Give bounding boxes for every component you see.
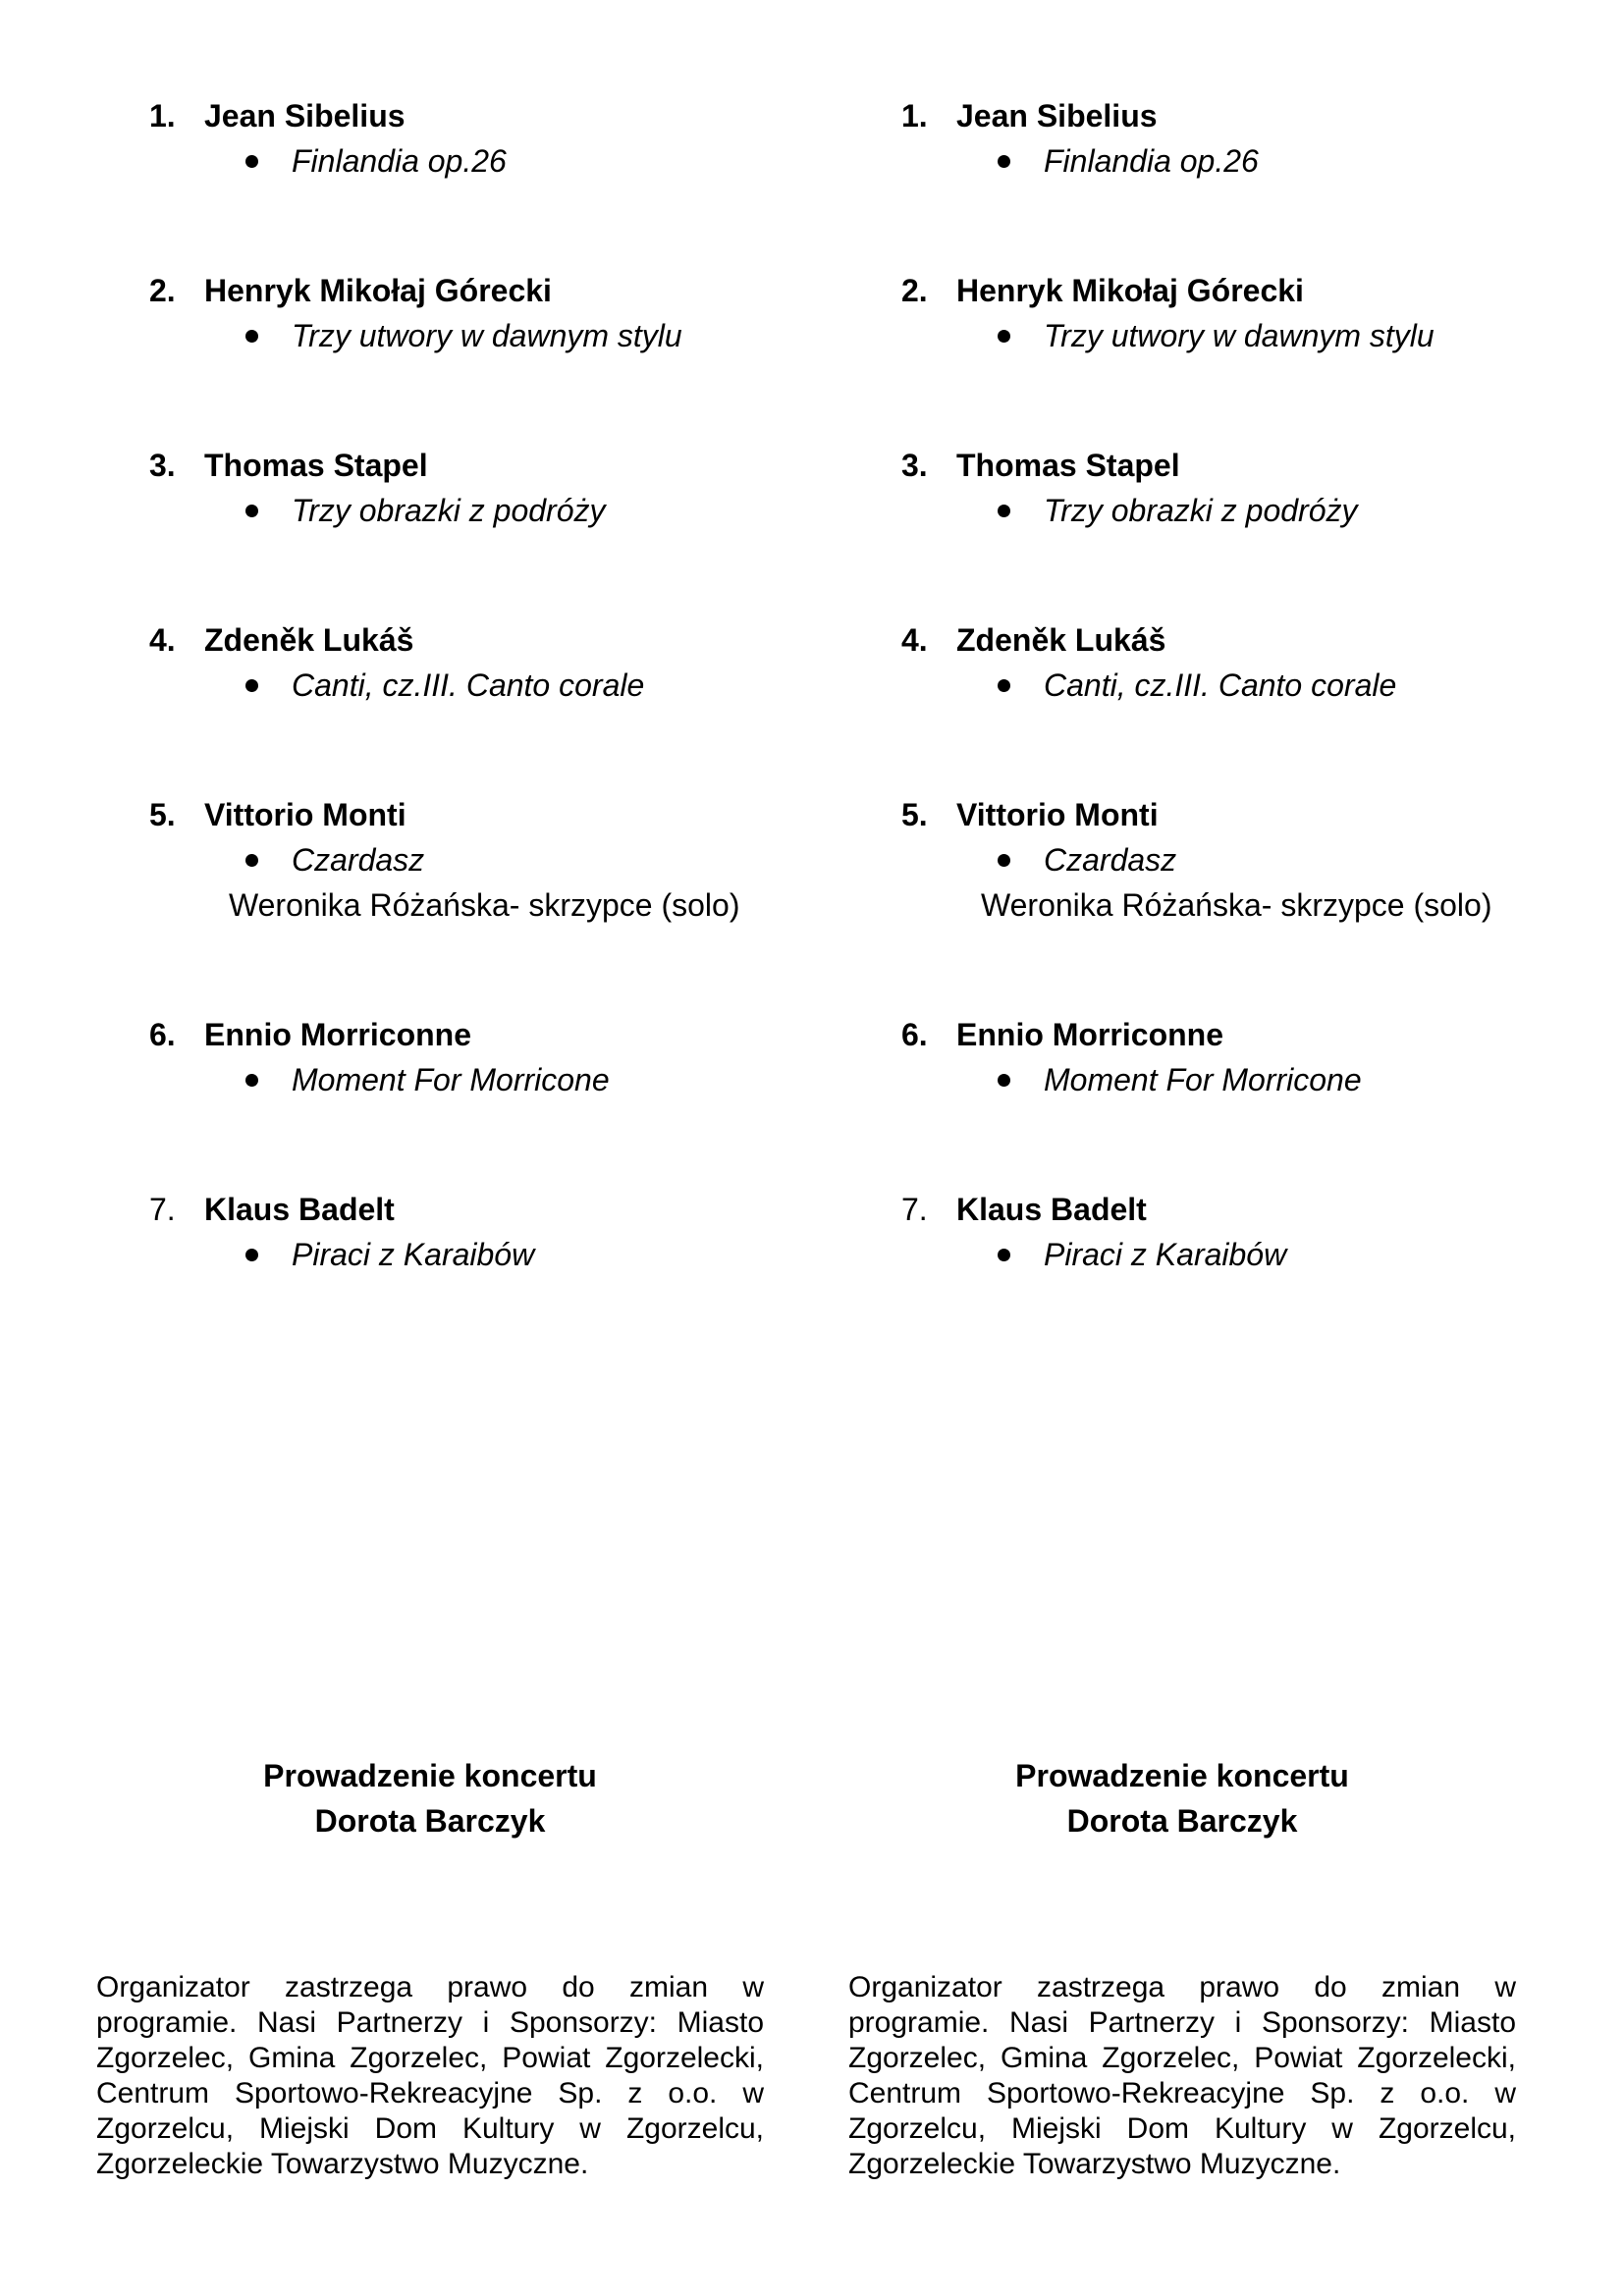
soloist-line: Weronika Różańska- skrzypce (solo) bbox=[981, 887, 1492, 923]
footer-note: Organizator zastrzega prawo do zmian w programie. Nasi Partnerzy i Sponsorzy: Miasto Zgorzelec, Gmina Zgorzelec, Powiat Zgorzelecki, Centrum Sportowo-Rekreacyjne Sp. z o.o. w Zgorzelcu, Miejski Dom Kultury w Zgorzelcu, Zgorzeleckie Towarzystwo Muzyczne. bbox=[848, 1971, 1516, 2180]
program-item bbox=[96, 792, 764, 1012]
composer-name: Zdeněk Lukáš bbox=[956, 622, 1166, 658]
piece-title: Finlandia op.26 bbox=[292, 143, 507, 179]
piece-title: Trzy obrazki z podróży bbox=[1044, 493, 1358, 528]
bullet-icon bbox=[245, 330, 258, 343]
composer-name: Ennio Morriconne bbox=[956, 1017, 1223, 1052]
host-label: Prowadzenie koncertu bbox=[1015, 1758, 1349, 1793]
bullet-icon bbox=[245, 505, 258, 517]
program-item bbox=[848, 1012, 1516, 1187]
bullet-icon bbox=[245, 679, 258, 692]
composer-name: Henryk Mikołaj Górecki bbox=[204, 273, 552, 308]
program-item bbox=[848, 443, 1516, 617]
piece-row bbox=[96, 663, 764, 708]
piece-row bbox=[848, 663, 1516, 708]
program-item bbox=[96, 1187, 764, 1362]
item-number: 6. bbox=[901, 1017, 928, 1052]
piece-title: Finlandia op.26 bbox=[1044, 143, 1259, 179]
item-heading bbox=[848, 93, 1516, 138]
item-heading bbox=[848, 268, 1516, 313]
item-number: 3. bbox=[901, 448, 928, 483]
host-block bbox=[96, 1753, 764, 1843]
soloist-line: Weronika Różańska- skrzypce (solo) bbox=[229, 887, 740, 923]
item-heading bbox=[848, 1012, 1516, 1057]
piece-title: Moment For Morricone bbox=[292, 1062, 610, 1097]
item-heading bbox=[96, 1012, 764, 1057]
composer-name: Thomas Stapel bbox=[956, 448, 1180, 483]
host-name: Dorota Barczyk bbox=[314, 1803, 546, 1839]
footer-note: Organizator zastrzega prawo do zmian w programie. Nasi Partnerzy i Sponsorzy: Miasto Zgorzelec, Gmina Zgorzelec, Powiat Zgorzelecki, Centrum Sportowo-Rekreacyjne Sp. z o.o. w Zgorzelcu, Miejski Dom Kultury w Zgorzelcu, Zgorzeleckie Towarzystwo Muzyczne. bbox=[96, 1971, 764, 2180]
program-item bbox=[848, 268, 1516, 443]
program-item bbox=[96, 1012, 764, 1187]
piece-row bbox=[848, 1232, 1516, 1277]
item-number: 1. bbox=[901, 98, 928, 133]
item-heading bbox=[848, 1187, 1516, 1232]
program-list bbox=[848, 0, 1516, 1362]
piece-row bbox=[848, 313, 1516, 358]
bullet-icon bbox=[998, 854, 1010, 867]
item-heading bbox=[96, 93, 764, 138]
item-heading bbox=[96, 792, 764, 837]
item-heading bbox=[96, 617, 764, 663]
item-number: 1. bbox=[149, 98, 176, 133]
composer-name: Klaus Badelt bbox=[204, 1192, 395, 1227]
composer-name: Henryk Mikołaj Górecki bbox=[956, 273, 1304, 308]
piece-title: Czardasz bbox=[292, 842, 425, 878]
item-number: 4. bbox=[901, 622, 928, 658]
item-number: 7. bbox=[901, 1192, 928, 1227]
bullet-icon bbox=[998, 155, 1010, 168]
composer-name: Vittorio Monti bbox=[204, 797, 406, 832]
item-heading bbox=[96, 1187, 764, 1232]
piece-row bbox=[96, 1232, 764, 1277]
host-name: Dorota Barczyk bbox=[1066, 1803, 1298, 1839]
composer-name: Zdeněk Lukáš bbox=[204, 622, 414, 658]
item-heading bbox=[96, 268, 764, 313]
bullet-icon bbox=[245, 155, 258, 168]
item-number: 3. bbox=[149, 448, 176, 483]
item-heading bbox=[848, 792, 1516, 837]
bullet-icon bbox=[245, 854, 258, 867]
composer-name: Jean Sibelius bbox=[204, 98, 406, 133]
piece-title: Trzy obrazki z podróży bbox=[292, 493, 606, 528]
program-item bbox=[848, 617, 1516, 792]
item-heading bbox=[848, 617, 1516, 663]
bullet-icon bbox=[998, 505, 1010, 517]
piece-row bbox=[96, 488, 764, 533]
program-item bbox=[848, 792, 1516, 1012]
piece-row bbox=[848, 138, 1516, 184]
host-block bbox=[848, 1753, 1516, 1843]
item-number: 2. bbox=[901, 273, 928, 308]
program-item bbox=[96, 93, 764, 268]
item-number: 5. bbox=[901, 797, 928, 832]
piece-row bbox=[96, 138, 764, 184]
bullet-icon bbox=[998, 330, 1010, 343]
program-column-right bbox=[848, 0, 1516, 2182]
item-number: 5. bbox=[149, 797, 176, 832]
composer-name: Klaus Badelt bbox=[956, 1192, 1147, 1227]
program-item bbox=[848, 1187, 1516, 1362]
program-item bbox=[96, 443, 764, 617]
piece-title: Piraci z Karaibów bbox=[292, 1237, 535, 1272]
composer-name: Vittorio Monti bbox=[956, 797, 1159, 832]
item-number: 6. bbox=[149, 1017, 176, 1052]
piece-title: Moment For Morricone bbox=[1044, 1062, 1362, 1097]
piece-title: Canti, cz.III. Canto corale bbox=[292, 667, 645, 703]
piece-row bbox=[96, 837, 764, 882]
item-number: 7. bbox=[149, 1192, 176, 1227]
item-heading bbox=[96, 443, 764, 488]
piece-row bbox=[96, 313, 764, 358]
program-list bbox=[96, 0, 764, 1362]
piece-title: Trzy utwory w dawnym stylu bbox=[1044, 318, 1435, 353]
item-heading bbox=[848, 443, 1516, 488]
composer-name: Ennio Morriconne bbox=[204, 1017, 471, 1052]
piece-row bbox=[848, 1057, 1516, 1102]
item-number: 4. bbox=[149, 622, 176, 658]
piece-row bbox=[848, 488, 1516, 533]
host-label: Prowadzenie koncertu bbox=[263, 1758, 597, 1793]
piece-title: Canti, cz.III. Canto corale bbox=[1044, 667, 1397, 703]
bullet-icon bbox=[245, 1074, 258, 1087]
piece-row bbox=[96, 1057, 764, 1102]
bullet-icon bbox=[998, 1249, 1010, 1261]
piece-title: Czardasz bbox=[1044, 842, 1177, 878]
program-item bbox=[96, 268, 764, 443]
piece-title: Piraci z Karaibów bbox=[1044, 1237, 1287, 1272]
piece-title: Trzy utwory w dawnym stylu bbox=[292, 318, 682, 353]
program-column-left bbox=[96, 0, 764, 2182]
program-item bbox=[848, 93, 1516, 268]
item-number: 2. bbox=[149, 273, 176, 308]
bullet-icon bbox=[998, 679, 1010, 692]
composer-name: Thomas Stapel bbox=[204, 448, 428, 483]
bullet-icon bbox=[998, 1074, 1010, 1087]
program-item bbox=[96, 617, 764, 792]
bullet-icon bbox=[245, 1249, 258, 1261]
piece-row bbox=[848, 837, 1516, 882]
composer-name: Jean Sibelius bbox=[956, 98, 1158, 133]
